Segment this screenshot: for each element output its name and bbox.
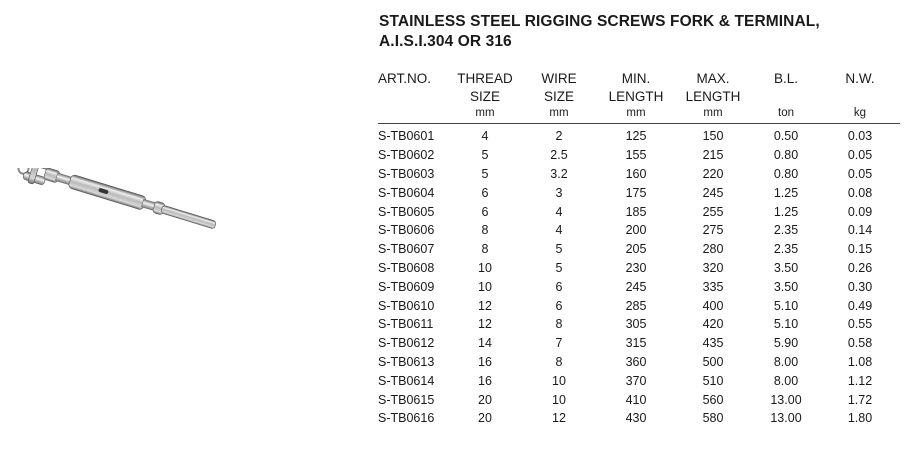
cell-max-length: 335 xyxy=(702,279,724,294)
rigging-screw-image xyxy=(4,168,216,260)
cell-min-length: 360 xyxy=(625,354,647,369)
cell-wire-size: 5 xyxy=(555,242,563,257)
cell-min-length: 200 xyxy=(625,223,647,238)
cell-wire-size: 3 xyxy=(555,185,563,200)
cell-art-no: S-TB0614 xyxy=(378,373,435,388)
table-row xyxy=(378,390,900,409)
cell-thread-size: 5 xyxy=(481,166,489,181)
table-row xyxy=(378,259,900,278)
cell-max-length: 320 xyxy=(702,260,724,275)
cell-wire-size: 2 xyxy=(555,129,563,144)
unit-min-length: mm xyxy=(598,106,674,124)
cell-thread-size: 16 xyxy=(478,373,492,388)
cell-art-no: S-TB0608 xyxy=(378,260,435,275)
table-row xyxy=(378,183,900,202)
cell-art-no: S-TB0607 xyxy=(378,242,435,257)
cell-wire-size: 10 xyxy=(552,392,566,407)
cell-max-length: 510 xyxy=(702,373,724,388)
cell-min-length: 245 xyxy=(625,279,647,294)
table-row xyxy=(378,221,900,240)
cell-wire-size: 8 xyxy=(555,317,563,332)
cell-min-length: 430 xyxy=(625,411,647,426)
cell-max-length: 245 xyxy=(702,185,724,200)
cell-max-length: 435 xyxy=(702,336,724,351)
cell-net-weight: 0.49 xyxy=(847,298,873,313)
table-row xyxy=(378,334,900,353)
column-header-min-length: MIN. LENGTH xyxy=(608,71,664,104)
cell-min-length: 410 xyxy=(625,392,647,407)
column-header-thread-size: THREAD SIZE xyxy=(457,71,513,104)
cell-breaking-load: 8.00 xyxy=(773,373,799,388)
unit-art-no xyxy=(378,106,450,124)
cell-art-no: S-TB0615 xyxy=(378,392,435,407)
cell-wire-size: 8 xyxy=(555,354,563,369)
column-header-net-weight: N.W. xyxy=(845,71,875,86)
unit-breaking-load: ton xyxy=(752,106,820,124)
cell-art-no: S-TB0601 xyxy=(378,129,435,144)
cell-net-weight: 0.55 xyxy=(847,317,873,332)
cell-breaking-load: 13.00 xyxy=(770,411,802,426)
cell-min-length: 185 xyxy=(625,204,647,219)
cell-net-weight: 0.05 xyxy=(847,148,873,163)
cell-max-length: 500 xyxy=(702,354,724,369)
table-row xyxy=(378,240,900,259)
cell-max-length: 280 xyxy=(702,242,724,257)
header-row xyxy=(378,70,900,106)
table-row xyxy=(378,353,900,372)
cell-max-length: 560 xyxy=(702,392,724,407)
product-title xyxy=(379,12,899,52)
unit-thread-size: mm xyxy=(450,106,520,124)
table-row xyxy=(378,409,900,428)
cell-max-length: 255 xyxy=(702,204,724,219)
cell-thread-size: 10 xyxy=(478,279,492,294)
cell-thread-size: 20 xyxy=(478,411,492,426)
cell-net-weight: 0.03 xyxy=(847,129,873,144)
cell-breaking-load: 13.00 xyxy=(770,392,802,407)
cell-wire-size: 2.5 xyxy=(550,148,568,163)
units-row xyxy=(378,106,900,124)
column-header-breaking-load: B.L. xyxy=(773,71,798,86)
cell-art-no: S-TB0603 xyxy=(378,166,435,181)
cell-breaking-load: 5.10 xyxy=(773,317,799,332)
cell-max-length: 215 xyxy=(702,148,724,163)
cell-breaking-load: 2.35 xyxy=(773,242,799,257)
cell-wire-size: 4 xyxy=(555,223,563,238)
cell-thread-size: 5 xyxy=(481,148,489,163)
cell-wire-size: 6 xyxy=(555,298,563,313)
cell-art-no: S-TB0612 xyxy=(378,336,435,351)
cell-art-no: S-TB0610 xyxy=(378,298,435,313)
cell-net-weight: 1.12 xyxy=(847,373,873,388)
cell-min-length: 160 xyxy=(625,166,647,181)
spec-table xyxy=(378,70,900,428)
cell-thread-size: 6 xyxy=(481,204,489,219)
cell-net-weight: 0.14 xyxy=(847,223,873,238)
cell-breaking-load: 5.90 xyxy=(773,336,799,351)
cell-thread-size: 20 xyxy=(478,392,492,407)
cell-breaking-load: 1.25 xyxy=(773,204,799,219)
cell-wire-size: 4 xyxy=(555,204,563,219)
cell-net-weight: 0.09 xyxy=(847,204,873,219)
cell-net-weight: 0.26 xyxy=(847,260,873,275)
unit-wire-size: mm xyxy=(520,106,598,124)
table-row xyxy=(378,202,900,221)
table-row xyxy=(378,315,900,334)
cell-breaking-load: 0.80 xyxy=(773,148,799,163)
spec-table-body xyxy=(378,124,900,428)
cell-min-length: 230 xyxy=(625,260,647,275)
cell-net-weight: 1.72 xyxy=(847,392,873,407)
cell-thread-size: 12 xyxy=(478,317,492,332)
cell-min-length: 315 xyxy=(625,336,647,351)
cell-thread-size: 12 xyxy=(478,298,492,313)
title-line-2: A.I.S.I.304 OR 316 xyxy=(379,33,512,50)
cell-wire-size: 7 xyxy=(555,336,563,351)
cell-thread-size: 8 xyxy=(481,223,489,238)
cell-breaking-load: 3.50 xyxy=(773,260,799,275)
cell-breaking-load: 2.35 xyxy=(773,223,799,238)
cell-net-weight: 0.15 xyxy=(847,242,873,257)
cell-thread-size: 8 xyxy=(481,242,489,257)
cell-art-no: S-TB0616 xyxy=(378,411,435,426)
column-header-wire-size: WIRE SIZE xyxy=(541,71,577,104)
table-row xyxy=(378,371,900,390)
cell-breaking-load: 0.80 xyxy=(773,166,799,181)
cell-min-length: 370 xyxy=(625,373,647,388)
cell-net-weight: 0.58 xyxy=(847,336,873,351)
cell-thread-size: 16 xyxy=(478,354,492,369)
cell-wire-size: 6 xyxy=(555,279,563,294)
cell-min-length: 305 xyxy=(625,317,647,332)
cell-max-length: 275 xyxy=(702,223,724,238)
table-row xyxy=(378,124,900,146)
cell-min-length: 125 xyxy=(625,129,647,144)
cell-art-no: S-TB0609 xyxy=(378,279,435,294)
cell-art-no: S-TB0606 xyxy=(378,223,435,238)
cell-art-no: S-TB0605 xyxy=(378,204,435,219)
cell-breaking-load: 5.10 xyxy=(773,298,799,313)
cell-wire-size: 10 xyxy=(552,373,566,388)
table-row xyxy=(378,165,900,184)
cell-max-length: 220 xyxy=(702,166,724,181)
cell-net-weight: 1.80 xyxy=(847,411,873,426)
cell-art-no: S-TB0613 xyxy=(378,354,435,369)
column-header-art-no: ART.NO. xyxy=(378,71,432,86)
cell-max-length: 150 xyxy=(702,129,724,144)
unit-net-weight: kg xyxy=(820,106,900,124)
cell-thread-size: 14 xyxy=(478,336,492,351)
column-header-max-length: MAX. LENGTH xyxy=(685,71,741,104)
cell-net-weight: 0.05 xyxy=(847,166,873,181)
cell-art-no: S-TB0602 xyxy=(378,148,435,163)
cell-max-length: 580 xyxy=(702,411,724,426)
cell-max-length: 400 xyxy=(702,298,724,313)
cell-wire-size: 3.2 xyxy=(550,166,568,181)
table-row xyxy=(378,296,900,315)
cell-min-length: 175 xyxy=(625,185,647,200)
cell-net-weight: 0.30 xyxy=(847,279,873,294)
cell-thread-size: 10 xyxy=(478,260,492,275)
cell-breaking-load: 1.25 xyxy=(773,185,799,200)
cell-thread-size: 6 xyxy=(481,185,489,200)
cell-wire-size: 5 xyxy=(555,260,563,275)
cell-breaking-load: 3.50 xyxy=(773,279,799,294)
cell-min-length: 155 xyxy=(625,148,647,163)
cell-thread-size: 4 xyxy=(481,129,489,144)
cell-net-weight: 0.08 xyxy=(847,185,873,200)
cell-net-weight: 1.08 xyxy=(847,354,873,369)
cell-art-no: S-TB0611 xyxy=(378,317,434,332)
table-row xyxy=(378,146,900,165)
unit-max-length: mm xyxy=(674,106,752,124)
cell-wire-size: 12 xyxy=(552,411,566,426)
cell-min-length: 285 xyxy=(625,298,647,313)
title-line-1: STAINLESS STEEL RIGGING SCREWS FORK & TERMINAL, xyxy=(379,13,820,30)
table-row xyxy=(378,277,900,296)
cell-breaking-load: 0.50 xyxy=(773,129,799,144)
cell-max-length: 420 xyxy=(702,317,724,332)
cell-min-length: 205 xyxy=(625,242,647,257)
cell-art-no: S-TB0604 xyxy=(378,185,435,200)
cell-breaking-load: 8.00 xyxy=(773,354,799,369)
